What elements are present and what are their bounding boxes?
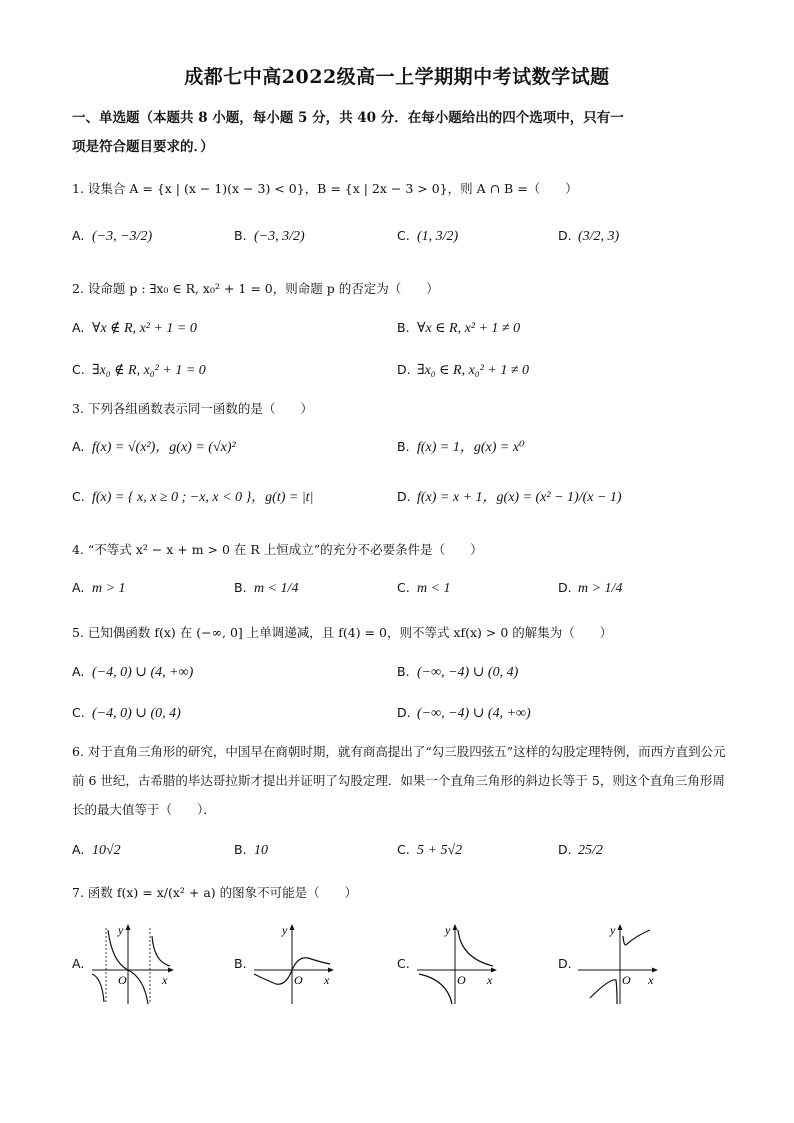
q4-option-d[interactable]: D. m > 1/4 bbox=[558, 580, 623, 596]
curve-left-branch bbox=[92, 974, 104, 1002]
q1-option-c[interactable]: C. (1, 3/2) bbox=[397, 228, 459, 244]
q6-option-d[interactable]: D. 25/2 bbox=[558, 842, 603, 858]
x-axis-label: x bbox=[487, 973, 493, 987]
x-axis-arrow bbox=[328, 968, 334, 973]
q7-option-d[interactable]: D. bbox=[558, 956, 572, 971]
y-axis-label: y bbox=[282, 923, 288, 937]
q7-graph-a bbox=[90, 922, 176, 1006]
question-3-stem: 3. 下列各组函数表示同一函数的是（ ） bbox=[72, 401, 313, 416]
y-axis-label: y bbox=[118, 923, 124, 937]
q4-option-c[interactable]: C. m < 1 bbox=[397, 580, 451, 596]
q7-graph-d bbox=[576, 922, 660, 1006]
q7-graph-b bbox=[252, 922, 336, 1006]
q2-option-a[interactable]: A. ∀x ∉ R, x² + 1 = 0 bbox=[72, 320, 197, 336]
q2-option-d[interactable]: D. ∃x₀ ∈ R, x₀² + 1 ≠ 0 bbox=[397, 362, 529, 378]
q1-option-d[interactable]: D. (3/2, 3) bbox=[558, 228, 620, 244]
q3-option-d[interactable]: D. f(x) = x + 1，g(x) = (x² − 1)/(x − 1) bbox=[397, 489, 622, 505]
curve-left-branch bbox=[590, 980, 617, 1004]
x-axis-label: x bbox=[162, 973, 168, 987]
q1-option-b[interactable]: B. (−3, 3/2) bbox=[234, 228, 305, 244]
q7-graph-c bbox=[415, 922, 499, 1006]
x-axis-arrow bbox=[491, 968, 497, 973]
q3-option-b[interactable]: B. f(x) = 1，g(x) = x⁰ bbox=[397, 439, 525, 455]
section-heading-line1: 一、单选题（本题共 8 小题，每小题 5 分，共 40 分．在每小题给出的四个选项中，只有一 bbox=[72, 110, 624, 126]
q4-option-b[interactable]: B. m < 1/4 bbox=[234, 580, 299, 596]
question-6-stem: 6. 对于直角三角形的研究，中国早在商朝时期，就有商高提出了“勾三股四弦五”这样的勾股定理特例，而西方直到公元前 6 世纪，古希腊的毕达哥拉斯才提出并证明了勾股定理．如果一个直角三角形的斜边长等于 5，则这个直角三角形周长的最大值等于（ ）． bbox=[72, 744, 726, 817]
x-axis-label: x bbox=[324, 973, 330, 987]
q3-option-a[interactable]: A. f(x) = √(x²)，g(x) = (√x)² bbox=[72, 439, 236, 455]
x-axis-arrow bbox=[168, 968, 174, 973]
origin-label: O bbox=[294, 973, 303, 987]
y-axis-arrow bbox=[453, 924, 458, 930]
q5-option-d[interactable]: D. (−∞, −4) ∪ (4, +∞) bbox=[397, 705, 531, 721]
q5-option-b[interactable]: B. (−∞, −4) ∪ (0, 4) bbox=[397, 664, 519, 680]
q2-option-b[interactable]: B. ∀x ∈ R, x² + 1 ≠ 0 bbox=[397, 320, 521, 336]
y-axis-arrow bbox=[290, 924, 295, 930]
origin-label: O bbox=[622, 973, 631, 987]
curve-right-branch bbox=[458, 930, 493, 966]
y-axis-label: y bbox=[610, 923, 616, 937]
q1-option-a[interactable]: A. (−3, −3/2) bbox=[72, 228, 153, 244]
origin-label: O bbox=[118, 973, 127, 987]
q7-option-c[interactable]: C. bbox=[397, 956, 410, 971]
question-2-stem: 2. 设命题 p : ∃x₀ ∈ R, x₀² + 1 = 0，则命题 p 的否定为（ ） bbox=[72, 281, 439, 296]
y-axis-arrow bbox=[126, 924, 131, 930]
y-axis-label: y bbox=[445, 923, 451, 937]
x-axis-arrow bbox=[652, 968, 658, 973]
q7-option-a[interactable]: A. bbox=[72, 956, 85, 971]
curve-right-branch bbox=[623, 930, 650, 945]
y-axis-arrow bbox=[618, 924, 623, 930]
section-heading-line2: 项是符合题目要求的．） bbox=[72, 139, 214, 155]
question-5-stem: 5. 已知偶函数 f(x) 在 (−∞, 0] 上单调递减，且 f(4) = 0，则不等式 xf(x) > 0 的解集为（ ） bbox=[72, 625, 613, 640]
question-1-stem: 1. 设集合 A = {x | (x − 1)(x − 3) < 0}，B = {x | 2x − 3 > 0}，则 A ∩ B =（ ） bbox=[72, 181, 578, 196]
x-axis-label: x bbox=[648, 973, 654, 987]
curve-left-branch bbox=[419, 974, 452, 1004]
page-title: 成都七中高2022级高一上学期期中考试数学试题 bbox=[184, 66, 610, 88]
q6-option-c[interactable]: C. 5 + 5√2 bbox=[397, 842, 463, 858]
question-4-stem: 4. “不等式 x² − x + m > 0 在 R 上恒成立”的充分不必要条件是（ ） bbox=[72, 542, 483, 557]
q7-option-b[interactable]: B. bbox=[234, 956, 247, 971]
question-7-stem: 7. 函数 f(x) = x/(x² + a) 的图象不可能是（ ） bbox=[72, 885, 358, 900]
q3-option-c[interactable]: C. f(x) = { x, x ≥ 0 ; −x, x < 0 }，g(t) = |t| bbox=[72, 489, 314, 505]
q2-option-c[interactable]: C. ∃x₀ ∉ R, x₀² + 1 = 0 bbox=[72, 362, 206, 378]
q6-option-a[interactable]: A. 10√2 bbox=[72, 842, 121, 858]
q6-option-b[interactable]: B. 10 bbox=[234, 842, 268, 858]
q4-option-a[interactable]: A. m > 1 bbox=[72, 580, 126, 596]
origin-label: O bbox=[457, 973, 466, 987]
q5-option-c[interactable]: C. (−4, 0) ∪ (0, 4) bbox=[72, 705, 181, 721]
curve-right-branch bbox=[152, 936, 170, 966]
q5-option-a[interactable]: A. (−4, 0) ∪ (4, +∞) bbox=[72, 664, 194, 680]
